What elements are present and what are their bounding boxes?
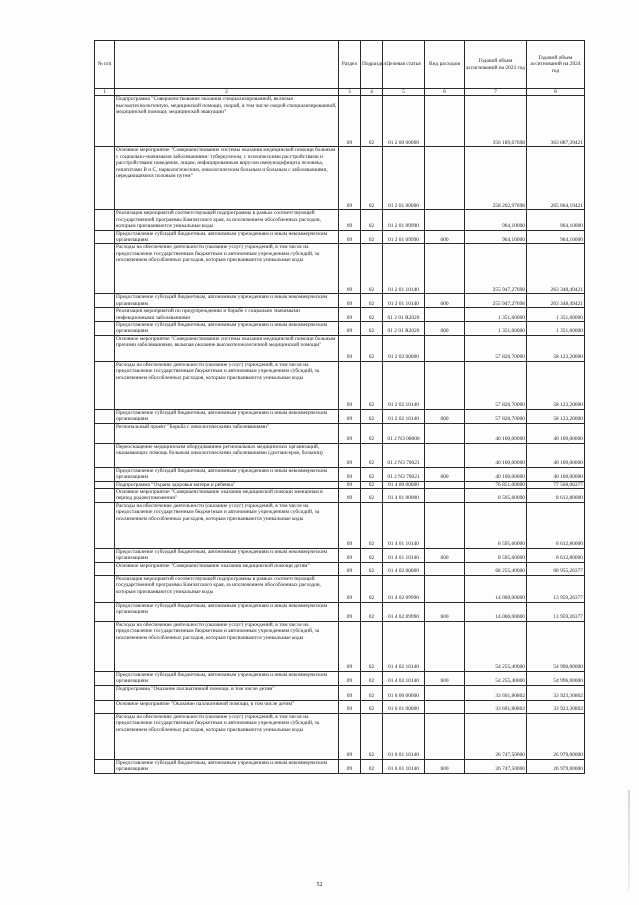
- row-target-article-cell: 01 2 N3 00000: [383, 423, 425, 443]
- row-number-cell: [95, 481, 115, 488]
- row-number-cell: [95, 96, 115, 147]
- row-amount-2023-cell: 57 826,70000: [465, 335, 527, 361]
- row-target-article-cell: 01 6 01 10140: [383, 713, 425, 759]
- row-number-cell: [95, 210, 115, 230]
- row-amount-2024-cell: 58 123,20000: [527, 361, 585, 409]
- row-amount-2023-cell: 8 595,60000: [465, 502, 527, 548]
- row-amount-2023-cell: 1 351,60000: [465, 322, 527, 336]
- row-amount-2024-cell: 40 100,00000: [527, 467, 585, 481]
- row-number-cell: [95, 230, 115, 244]
- row-number-cell: [95, 759, 115, 773]
- row-subsection-cell: 02: [361, 502, 383, 548]
- row-section-cell: 09: [339, 210, 361, 230]
- row-section-cell: 09: [339, 700, 361, 713]
- row-amount-2024-cell: 263 348,49421: [527, 294, 585, 308]
- row-name-cell: Предоставление субсидий бюджетным, автономным учреждениям и иным некоммерческим организациям: [115, 409, 339, 423]
- row-expense-type-cell: 600: [425, 294, 465, 308]
- row-section-cell: 09: [339, 488, 361, 502]
- column-number: 4: [361, 89, 383, 96]
- table-row: [95, 713, 585, 759]
- row-target-article-cell: 01 2 01 09990: [383, 230, 425, 244]
- row-section-cell: 09: [339, 621, 361, 671]
- row-amount-2023-cell: 68 255,40000: [465, 562, 527, 575]
- header-section: Раздел: [339, 41, 361, 89]
- row-amount-2024-cell: 54 996,00000: [527, 621, 585, 671]
- row-amount-2023-cell: 54 255,40000: [465, 671, 527, 685]
- row-subsection-cell: 02: [361, 96, 383, 147]
- column-numbering-row: [95, 89, 585, 96]
- row-number-cell: [95, 308, 115, 322]
- row-expense-type-cell: [425, 96, 465, 147]
- row-amount-2023-cell: 54 255,40000: [465, 621, 527, 671]
- row-number-cell: [95, 575, 115, 602]
- row-number-cell: [95, 423, 115, 443]
- row-amount-2024-cell: 58 123,20000: [527, 409, 585, 423]
- row-amount-2024-cell: 26 979,00000: [527, 759, 585, 773]
- row-expense-type-cell: [425, 562, 465, 575]
- row-amount-2024-cell: 13 959,26377: [527, 602, 585, 621]
- table-row: [95, 244, 585, 294]
- table-row: [95, 96, 585, 147]
- table-row: [95, 335, 585, 361]
- row-amount-2024-cell: 363 887,39421: [527, 96, 585, 147]
- row-section-cell: 09: [339, 294, 361, 308]
- row-amount-2024-cell: 8 612,80000: [527, 488, 585, 502]
- row-subsection-cell: 02: [361, 467, 383, 481]
- row-expense-type-cell: [425, 621, 465, 671]
- row-expense-type-cell: [425, 700, 465, 713]
- row-target-article-cell: 01 2 02 10140: [383, 409, 425, 423]
- row-number-cell: [95, 713, 115, 759]
- row-number-cell: [95, 502, 115, 548]
- row-amount-2024-cell: 26 979,00000: [527, 713, 585, 759]
- row-section-cell: 09: [339, 230, 361, 244]
- row-name-cell: Расходы на обеспечение деятельности (оказание услуг) учреждений, в том числе на предоставление государственным бюджетным и автономным учреждениям субсидий, за исключением обособленных расходов, которым присваиваются уникальные коды: [115, 361, 339, 409]
- row-amount-2024-cell: 33 923,30802: [527, 700, 585, 713]
- row-target-article-cell: 01 2 N3 70021: [383, 443, 425, 467]
- row-section-cell: 09: [339, 481, 361, 488]
- row-subsection-cell: 02: [361, 602, 383, 621]
- row-name-cell: Предоставление субсидий бюджетным, автономным учреждениям и иным некоммерческим организациям: [115, 230, 339, 244]
- row-target-article-cell: 01 4 01 10140: [383, 548, 425, 562]
- row-section-cell: 09: [339, 322, 361, 336]
- row-target-article-cell: 01 6 01 00000: [383, 700, 425, 713]
- row-amount-2023-cell: 258 262,97698: [465, 147, 527, 210]
- header-target-article: Целевая статья: [383, 41, 425, 89]
- row-target-article-cell: 01 4 02 00000: [383, 562, 425, 575]
- row-expense-type-cell: [425, 210, 465, 230]
- row-expense-type-cell: 600: [425, 548, 465, 562]
- row-name-cell: Расходы на обеспечение деятельности (оказание услуг) учреждений, в том числе на предоставление государственным бюджетным и автономным учреждениям субсидий, за исключением обособленных расходов, которым присваиваются уникальные коды: [115, 244, 339, 294]
- row-expense-type-cell: 600: [425, 759, 465, 773]
- column-number: 3: [339, 89, 361, 96]
- row-name-cell: Реализация мероприятий соответствующей подпрограммы в рамках соответствующей государственной программы Камчатского края, за исключением обособленных расходов, которым присваиваются уникальные коды: [115, 575, 339, 602]
- row-section-cell: 09: [339, 244, 361, 294]
- row-amount-2023-cell: 964,10000: [465, 210, 527, 230]
- column-number: 7: [465, 89, 527, 96]
- row-expense-type-cell: [425, 361, 465, 409]
- row-name-cell: Предоставление субсидий бюджетным, автономным учреждениям и иным некоммерческим организациям: [115, 322, 339, 336]
- row-subsection-cell: 02: [361, 575, 383, 602]
- table-row: [95, 575, 585, 602]
- row-expense-type-cell: [425, 443, 465, 467]
- row-number-cell: [95, 562, 115, 575]
- row-amount-2023-cell: 40 100,00000: [465, 467, 527, 481]
- table-row: [95, 147, 585, 210]
- row-number-cell: [95, 548, 115, 562]
- row-amount-2024-cell: 40 100,00000: [527, 423, 585, 443]
- row-subsection-cell: 02: [361, 294, 383, 308]
- row-section-cell: 09: [339, 409, 361, 423]
- row-amount-2024-cell: 13 959,26377: [527, 575, 585, 602]
- row-name-cell: Основное мероприятие "Совершенствование системы оказания медицинской помощи больным с социально-значимыми заболеваниями: туберкулезом, с психическими расстройствами и расстройствами поведения, лицам, инфицированным вирусом иммунодефицита человека, гепатитами В и С, наркологическим, онкологическим больным и больным с заболеваниями, передающимися половым путем": [115, 147, 339, 210]
- row-expense-type-cell: [425, 423, 465, 443]
- row-section-cell: 09: [339, 443, 361, 467]
- row-amount-2023-cell: 255 947,27698: [465, 294, 527, 308]
- row-amount-2023-cell: 14 000,00000: [465, 602, 527, 621]
- row-name-cell: Подпрограмма "Оказание паллиативной помощи, в том числе детям": [115, 685, 339, 700]
- budget-table: [94, 40, 585, 774]
- row-name-cell: Расходы на обеспечение деятельности (оказание услуг) учреждений, в том числе на предоставление государственным бюджетным и автономным учреждениям субсидий, за исключением обособленных расходов, которым присваиваются уникальные коды: [115, 713, 339, 759]
- row-expense-type-cell: 600: [425, 602, 465, 621]
- table-row: [95, 308, 585, 322]
- row-section-cell: 09: [339, 671, 361, 685]
- row-section-cell: 09: [339, 759, 361, 773]
- row-section-cell: 09: [339, 575, 361, 602]
- table-header-row: [95, 41, 585, 89]
- row-target-article-cell: 01 2 01 R2020: [383, 308, 425, 322]
- row-name-cell: Предоставление субсидий бюджетным, автономным учреждениям и иным некоммерческим организациям: [115, 467, 339, 481]
- row-target-article-cell: 01 6 01 10140: [383, 759, 425, 773]
- row-amount-2024-cell: 8 612,80000: [527, 502, 585, 548]
- row-amount-2023-cell: 57 826,70000: [465, 361, 527, 409]
- row-name-cell: Расходы на обеспечение деятельности (оказание услуг) учреждений, в том числе на предоставление государственным бюджетным и автономным учреждениям субсидий, за исключением обособленных расходов, которым присваиваются уникальные коды: [115, 621, 339, 671]
- row-amount-2024-cell: 54 996,00000: [527, 671, 585, 685]
- row-expense-type-cell: [425, 335, 465, 361]
- table-row: [95, 602, 585, 621]
- header-amount-2023: Годовой объем ассигнований на 2023 год: [465, 41, 527, 89]
- header-number: № п/п: [95, 41, 115, 89]
- row-name-cell: Региональный проект "Борьба с онкологическими заболеваниями": [115, 423, 339, 443]
- table-row: [95, 294, 585, 308]
- row-amount-2024-cell: 265 664,19421: [527, 147, 585, 210]
- row-target-article-cell: 01 2 01 09990: [383, 210, 425, 230]
- row-number-cell: [95, 322, 115, 336]
- table-row: [95, 467, 585, 481]
- row-target-article-cell: 01 2 01 10140: [383, 244, 425, 294]
- row-subsection-cell: 02: [361, 335, 383, 361]
- row-section-cell: 09: [339, 713, 361, 759]
- row-target-article-cell: 01 2 01 R2020: [383, 322, 425, 336]
- table-row: [95, 685, 585, 700]
- column-number: 6: [425, 89, 465, 96]
- header-amount-2024: Годовой объем ассигнований на 2024 год: [527, 41, 585, 89]
- row-name-cell: Переоснащение медицинским оборудованием региональных медицинских организаций, оказывающих помощь больным онкологическими заболеваниями (диспансеров, больниц): [115, 443, 339, 467]
- row-amount-2023-cell: 8 595,60000: [465, 548, 527, 562]
- row-amount-2023-cell: 26 747,50000: [465, 713, 527, 759]
- row-subsection-cell: 02: [361, 671, 383, 685]
- row-amount-2023-cell: 26 747,50000: [465, 759, 527, 773]
- table-row: [95, 671, 585, 685]
- row-name-cell: Предоставление субсидий бюджетным, автономным учреждениям и иным некоммерческим организациям: [115, 294, 339, 308]
- row-name-cell: Подпрограмма "Охрана здоровья матери и ребенка": [115, 481, 339, 488]
- row-number-cell: [95, 147, 115, 210]
- row-amount-2024-cell: 964,10000: [527, 210, 585, 230]
- row-target-article-cell: 01 4 01 00000: [383, 488, 425, 502]
- row-section-cell: 09: [339, 308, 361, 322]
- row-target-article-cell: 01 4 02 09990: [383, 575, 425, 602]
- row-target-article-cell: 01 2 N3 70021: [383, 467, 425, 481]
- table-row: [95, 562, 585, 575]
- table-row: [95, 548, 585, 562]
- table-row: [95, 700, 585, 713]
- table-row: [95, 481, 585, 488]
- row-name-cell: Предоставление субсидий бюджетным, автономным учреждениям и иным некоммерческим организациям: [115, 548, 339, 562]
- row-amount-2023-cell: 14 000,00000: [465, 575, 527, 602]
- row-target-article-cell: 01 4 02 10140: [383, 671, 425, 685]
- row-amount-2023-cell: 57 826,70000: [465, 409, 527, 423]
- row-expense-type-cell: [425, 575, 465, 602]
- row-expense-type-cell: [425, 488, 465, 502]
- row-expense-type-cell: 600: [425, 671, 465, 685]
- row-section-cell: 09: [339, 548, 361, 562]
- row-number-cell: [95, 409, 115, 423]
- column-number: 5: [383, 89, 425, 96]
- row-expense-type-cell: 600: [425, 409, 465, 423]
- row-section-cell: 09: [339, 423, 361, 443]
- row-subsection-cell: 02: [361, 308, 383, 322]
- row-expense-type-cell: [425, 685, 465, 700]
- page-number: 52: [316, 882, 323, 888]
- row-number-cell: [95, 671, 115, 685]
- row-section-cell: 09: [339, 685, 361, 700]
- header-subsection: Подраздел: [361, 41, 383, 89]
- row-section-cell: 09: [339, 467, 361, 481]
- row-name-cell: Расходы на обеспечение деятельности (оказание услуг) учреждений, в том числе на предоставление государственным бюджетным и автономным учреждениям субсидий, за исключением обособленных расходов, которым присваиваются уникальные коды: [115, 502, 339, 548]
- row-amount-2024-cell: 40 100,00000: [527, 443, 585, 467]
- table-row: [95, 409, 585, 423]
- row-number-cell: [95, 700, 115, 713]
- row-target-article-cell: 01 4 01 10140: [383, 502, 425, 548]
- row-number-cell: [95, 443, 115, 467]
- row-expense-type-cell: [425, 308, 465, 322]
- row-subsection-cell: 02: [361, 488, 383, 502]
- row-subsection-cell: 02: [361, 621, 383, 671]
- row-number-cell: [95, 335, 115, 361]
- row-target-article-cell: 01 4 02 10140: [383, 621, 425, 671]
- row-amount-2024-cell: 1 351,60000: [527, 308, 585, 322]
- row-amount-2024-cell: 33 923,30802: [527, 685, 585, 700]
- row-number-cell: [95, 488, 115, 502]
- row-subsection-cell: 02: [361, 210, 383, 230]
- row-name-cell: Основное мероприятие "Совершенствование оказания медицинской помощи женщинам в период родовспоможения": [115, 488, 339, 502]
- row-amount-2024-cell: 58 123,20000: [527, 335, 585, 361]
- row-expense-type-cell: [425, 713, 465, 759]
- row-section-cell: 09: [339, 335, 361, 361]
- table-row: [95, 621, 585, 671]
- row-amount-2023-cell: 33 691,80802: [465, 685, 527, 700]
- row-section-cell: 09: [339, 96, 361, 147]
- row-target-article-cell: 01 4 00 00000: [383, 481, 425, 488]
- row-name-cell: Предоставление субсидий бюджетным, автономным учреждениям и иным некоммерческим организациям: [115, 671, 339, 685]
- column-number: 8: [527, 89, 585, 96]
- row-subsection-cell: 02: [361, 409, 383, 423]
- row-subsection-cell: 02: [361, 700, 383, 713]
- row-expense-type-cell: [425, 502, 465, 548]
- row-amount-2024-cell: 8 612,80000: [527, 548, 585, 562]
- row-subsection-cell: 02: [361, 713, 383, 759]
- row-target-article-cell: 01 2 01 10140: [383, 294, 425, 308]
- row-amount-2023-cell: 76 851,00000: [465, 481, 527, 488]
- table-row: [95, 423, 585, 443]
- row-amount-2023-cell: 255 947,27698: [465, 244, 527, 294]
- row-expense-type-cell: [425, 481, 465, 488]
- row-subsection-cell: 02: [361, 481, 383, 488]
- row-name-cell: Реализация мероприятий по предупреждению и борьбе с социально значимыми инфекционными заболеваниями: [115, 308, 339, 322]
- header-name: [115, 41, 339, 89]
- row-amount-2024-cell: 1 351,60000: [527, 322, 585, 336]
- row-name-cell: Предоставление субсидий бюджетным, автономным учреждениям и иным некоммерческим организациям: [115, 759, 339, 773]
- row-expense-type-cell: 600: [425, 467, 465, 481]
- row-subsection-cell: 02: [361, 443, 383, 467]
- row-expense-type-cell: [425, 147, 465, 210]
- table-row: [95, 502, 585, 548]
- column-number: 2: [115, 89, 339, 96]
- header-expense-type: Вид расходов: [425, 41, 465, 89]
- row-subsection-cell: 02: [361, 230, 383, 244]
- row-subsection-cell: 02: [361, 759, 383, 773]
- row-amount-2023-cell: 356 189,67698: [465, 96, 527, 147]
- row-section-cell: 09: [339, 562, 361, 575]
- row-subsection-cell: 02: [361, 685, 383, 700]
- row-name-cell: Основное мероприятие "Совершенствование системы оказания медицинской помощи больным прочими заболеваниями, включая оказание высокотехнологичной медицинской помощи": [115, 335, 339, 361]
- row-amount-2024-cell: 68 955,26377: [527, 562, 585, 575]
- row-number-cell: [95, 467, 115, 481]
- row-expense-type-cell: 600: [425, 230, 465, 244]
- row-name-cell: Реализация мероприятий соответствующей подпрограммы в рамках соответствующей государственной программы Камчатского края, за исключением обособленных расходов, которым присваиваются уникальные коды: [115, 210, 339, 230]
- table-row: [95, 322, 585, 336]
- row-target-article-cell: 01 6 00 00000: [383, 685, 425, 700]
- row-subsection-cell: 02: [361, 361, 383, 409]
- row-name-cell: Предоставление субсидий бюджетным, автономным учреждениям и иным некоммерческим организациям: [115, 602, 339, 621]
- row-amount-2024-cell: 964,10000: [527, 230, 585, 244]
- row-amount-2023-cell: 8 595,60000: [465, 488, 527, 502]
- row-expense-type-cell: 600: [425, 322, 465, 336]
- row-subsection-cell: 02: [361, 244, 383, 294]
- row-name-cell: Основное мероприятие "Оказание паллиативной помощи, в том числе детям": [115, 700, 339, 713]
- table-row: [95, 210, 585, 230]
- table-row: [95, 361, 585, 409]
- row-amount-2023-cell: 40 100,00000: [465, 423, 527, 443]
- table-row: [95, 443, 585, 467]
- row-name-cell: Подпрограмма "Совершенствование оказания специализированной, включая высокотехнологичную, медицинской помощи, скорой, в том числе скорой специализированной, медицинской помощи, медицинской эвакуации": [115, 96, 339, 147]
- row-amount-2023-cell: 33 691,80802: [465, 700, 527, 713]
- row-subsection-cell: 02: [361, 147, 383, 210]
- row-subsection-cell: 02: [361, 423, 383, 443]
- row-amount-2023-cell: 40 100,00000: [465, 443, 527, 467]
- table-row: [95, 759, 585, 773]
- row-expense-type-cell: [425, 244, 465, 294]
- row-target-article-cell: 01 4 02 09990: [383, 602, 425, 621]
- row-name-cell: Основное мероприятие "Совершенствование оказания медицинской помощи детям": [115, 562, 339, 575]
- row-number-cell: [95, 685, 115, 700]
- column-number: 1: [95, 89, 115, 96]
- table-row: [95, 488, 585, 502]
- row-section-cell: 09: [339, 602, 361, 621]
- row-target-article-cell: 01 2 02 10140: [383, 361, 425, 409]
- row-amount-2023-cell: 1 351,60000: [465, 308, 527, 322]
- row-number-cell: [95, 602, 115, 621]
- row-subsection-cell: 02: [361, 562, 383, 575]
- row-section-cell: 09: [339, 361, 361, 409]
- scan-edge-mark: [628, 790, 630, 890]
- row-number-cell: [95, 294, 115, 308]
- row-amount-2024-cell: 77 568,06377: [527, 481, 585, 488]
- table-row: [95, 230, 585, 244]
- row-subsection-cell: 02: [361, 548, 383, 562]
- row-number-cell: [95, 244, 115, 294]
- row-section-cell: 09: [339, 502, 361, 548]
- row-number-cell: [95, 361, 115, 409]
- row-amount-2024-cell: 263 348,49421: [527, 244, 585, 294]
- row-amount-2023-cell: 964,10000: [465, 230, 527, 244]
- row-target-article-cell: 01 2 02 00000: [383, 335, 425, 361]
- row-number-cell: [95, 621, 115, 671]
- row-target-article-cell: 01 2 00 00000: [383, 96, 425, 147]
- row-target-article-cell: 01 2 01 00000: [383, 147, 425, 210]
- row-subsection-cell: 02: [361, 322, 383, 336]
- row-section-cell: 09: [339, 147, 361, 210]
